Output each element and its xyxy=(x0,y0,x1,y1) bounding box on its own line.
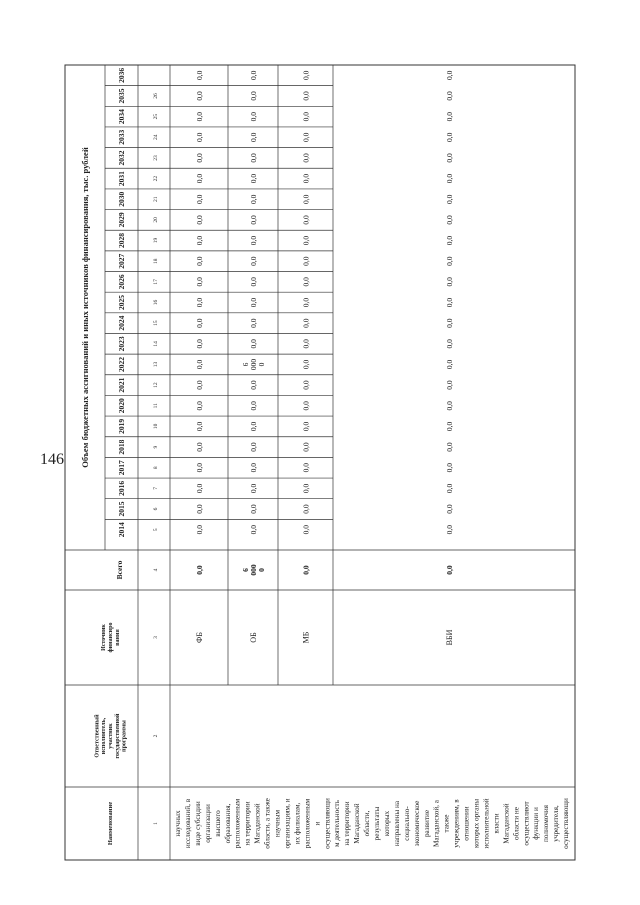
column-number: 1 xyxy=(153,822,159,825)
year-header: 2020 xyxy=(117,398,126,414)
source-label: ВБИ xyxy=(445,629,454,646)
name-text-line: учредителя, xyxy=(552,805,561,842)
source-label: МБ xyxy=(301,631,311,644)
year-value: 0,0 xyxy=(301,442,311,452)
column-number: 26 xyxy=(153,93,159,99)
year-header: 2024 xyxy=(117,315,126,331)
year-value: 0,0 xyxy=(249,483,258,494)
year-header: 2031 xyxy=(117,171,126,187)
year-value: 0,0 xyxy=(445,173,454,184)
year-value: 0,0 xyxy=(445,359,454,370)
name-text-line: отношении xyxy=(462,806,471,841)
name-text-line: Магаданской xyxy=(502,803,511,844)
year-value: 0,0 xyxy=(195,215,204,225)
year-value: 0,0 xyxy=(301,194,311,204)
name-text-line: расположенным xyxy=(233,798,242,849)
year-value: 0,0 xyxy=(301,153,311,163)
source-label: ФБ xyxy=(195,632,204,643)
year-value: 0,0 xyxy=(249,339,258,349)
year-value: 0,0 xyxy=(195,421,204,432)
name-text-line: которых органы xyxy=(472,798,481,849)
year-value: 0,0 xyxy=(249,277,258,287)
year-value: 0,0 xyxy=(445,153,454,163)
year-value: 0,0 xyxy=(195,70,204,81)
column-number: 25 xyxy=(153,113,159,120)
name-text-line: области, xyxy=(363,810,372,837)
year-value: 0,0 xyxy=(301,421,311,432)
name-text-line: осуществляющи xyxy=(562,798,571,849)
year-header: 2018 xyxy=(117,439,126,455)
year-header: 2023 xyxy=(117,336,126,352)
year-value: 0,0 xyxy=(195,318,204,328)
name-text-line: Магаданской xyxy=(253,803,262,844)
year-value: 0,0 xyxy=(195,132,204,142)
year-value: 0,0 xyxy=(249,153,258,163)
page-number: 146 xyxy=(40,451,64,468)
year-value: 0,0 xyxy=(195,442,204,452)
year-header: 2014 xyxy=(117,522,126,538)
year-value: 0,0 xyxy=(445,524,454,535)
name-text-line: м деятельность xyxy=(333,800,342,847)
year-header: 2019 xyxy=(117,418,126,434)
column-number: 9 xyxy=(153,445,159,449)
year-value: 0,0 xyxy=(301,235,311,246)
year-value: 0,0 xyxy=(249,111,258,122)
year-header: 2036 xyxy=(117,67,126,83)
column-number: 15 xyxy=(153,320,159,326)
year-value: 0,0 xyxy=(445,277,454,287)
name-text-line: виде субсидии xyxy=(193,801,202,846)
year-header: 2032 xyxy=(117,150,126,166)
year-value: 0,0 xyxy=(445,380,454,390)
name-text-line: области не xyxy=(512,807,521,840)
total-value: 0 xyxy=(257,568,266,572)
rotated-table xyxy=(65,65,575,860)
name-text-line: организации xyxy=(203,804,212,843)
column-number: 7 xyxy=(153,486,159,490)
name-text-line: также xyxy=(442,814,451,833)
column-number: 13 xyxy=(153,361,159,368)
year-value: 0,0 xyxy=(301,173,311,184)
name-text-line: научных xyxy=(174,810,182,837)
column-number: 14 xyxy=(153,341,159,347)
year-value: 0,0 xyxy=(195,235,204,246)
name-text-line: полномочия xyxy=(542,805,551,842)
header-name: Наименование xyxy=(107,801,114,846)
year-value: 0,0 xyxy=(249,318,258,328)
column-number: 4 xyxy=(153,568,159,572)
name-text-line: осуществляющи xyxy=(323,798,332,849)
year-header: 2033 xyxy=(117,129,126,145)
year-value: 0,0 xyxy=(249,401,258,411)
year-value: 0,0 xyxy=(249,421,258,432)
name-text-line: осуществляют xyxy=(522,801,531,846)
column-number: 18 xyxy=(153,258,159,264)
column-number: 23 xyxy=(153,155,159,161)
total-value: 6 xyxy=(241,568,250,572)
year-value: 0,0 xyxy=(445,339,454,349)
year-value: 0,0 xyxy=(195,339,204,349)
year-value: 0,0 xyxy=(445,111,454,122)
year-value: 0,0 xyxy=(195,524,204,535)
name-text-line: их филиалам, xyxy=(293,802,302,845)
header-total: Всего xyxy=(115,560,124,580)
header-source: финансиро xyxy=(108,622,114,653)
year-value: 0,0 xyxy=(301,524,311,535)
year-value: 0,0 xyxy=(301,70,311,81)
header-executor: программы xyxy=(121,720,128,752)
year-value: 0,0 xyxy=(195,111,204,122)
year-value: 0,0 xyxy=(195,194,204,204)
name-text-line: Магаданской xyxy=(353,803,362,844)
year-value: 0,0 xyxy=(445,483,454,494)
total-value: 0,0 xyxy=(445,565,454,575)
name-text-line: направлены на xyxy=(392,800,401,847)
year-value: 0,0 xyxy=(301,463,311,473)
year-value: 0,0 xyxy=(301,111,311,122)
year-value: 0,0 xyxy=(195,504,204,514)
year-value: 0,0 xyxy=(301,339,311,349)
year-header: 2030 xyxy=(117,191,126,207)
year-value: 0,0 xyxy=(195,153,204,163)
year-value: 0,0 xyxy=(301,256,311,266)
table-frame xyxy=(65,65,575,860)
name-text-line: результаты xyxy=(373,806,381,841)
column-number: 12 xyxy=(153,382,159,388)
column-number: 19 xyxy=(153,237,159,244)
year-header: 2022 xyxy=(117,356,126,372)
header-executor: государственной xyxy=(114,713,121,759)
column-number: 3 xyxy=(153,636,159,639)
column-number: 2 xyxy=(153,734,159,738)
source-label: ОБ xyxy=(249,632,258,643)
year-value: 0,0 xyxy=(249,70,258,81)
year-value: 0,0 xyxy=(195,173,204,184)
year-value: 0,0 xyxy=(249,91,258,101)
name-text-line: исследований, в xyxy=(183,798,192,849)
header-executor: Ответственный xyxy=(94,714,101,758)
year-value: 0,0 xyxy=(249,132,258,142)
year-value: 0 xyxy=(257,362,266,367)
name-text-line: которых xyxy=(382,810,391,837)
header-executor: участник xyxy=(108,723,114,749)
name-text-line: социально- xyxy=(402,806,411,841)
year-value: 0,0 xyxy=(445,194,454,204)
column-number: 24 xyxy=(153,134,159,141)
year-value: 0,0 xyxy=(195,359,204,370)
year-value: 0,0 xyxy=(301,483,311,494)
year-value: 0,0 xyxy=(195,401,204,411)
year-header: 2016 xyxy=(117,480,126,496)
column-number: 17 xyxy=(153,279,159,285)
column-number: 6 xyxy=(153,507,159,511)
year-value: 0,0 xyxy=(195,91,204,101)
year-value: 0,0 xyxy=(301,277,311,287)
year-value: 0,0 xyxy=(249,215,258,225)
column-number: 21 xyxy=(153,196,159,202)
name-text-line: власти xyxy=(492,813,501,834)
year-value: 0,0 xyxy=(445,421,454,432)
year-value: 0,0 xyxy=(249,442,258,452)
year-value: 0,0 xyxy=(195,277,204,287)
name-text-line: научным xyxy=(273,809,282,838)
header-source: Источник xyxy=(101,624,108,651)
year-value: 0,0 xyxy=(445,463,454,473)
year-value: 0,0 xyxy=(301,318,311,328)
year-value: 0,0 xyxy=(301,380,311,390)
year-value: 0,0 xyxy=(249,524,258,535)
name-text-line: Магаданской, а xyxy=(432,800,441,847)
year-header: 2034 xyxy=(117,109,126,125)
year-header: 2017 xyxy=(117,460,126,476)
name-text-line: экономическое xyxy=(412,800,421,847)
year-value: 0,0 xyxy=(445,504,454,514)
year-value: 0,0 xyxy=(249,173,258,184)
year-value: 0,0 xyxy=(249,256,258,266)
year-value: 0,0 xyxy=(195,297,204,308)
year-value: 0,0 xyxy=(301,401,311,411)
year-value: 0,0 xyxy=(301,215,311,225)
name-text-line: развитие xyxy=(422,809,431,838)
year-value: 0,0 xyxy=(445,318,454,328)
year-header: 2029 xyxy=(117,212,126,228)
year-header: 2025 xyxy=(117,295,126,310)
year-value: 0,0 xyxy=(445,442,454,452)
year-value: 0,0 xyxy=(195,483,204,494)
name-text-line: на территории xyxy=(343,801,352,846)
year-value: 0,0 xyxy=(301,504,311,514)
year-header: 2015 xyxy=(117,501,126,517)
column-number: 10 xyxy=(153,423,159,430)
year-header: 2028 xyxy=(117,233,126,249)
year-header: 2035 xyxy=(117,88,126,104)
name-text-line: области, а также xyxy=(263,798,272,849)
column-number: 16 xyxy=(153,299,159,306)
year-value: 0,0 xyxy=(249,380,258,390)
year-value: 0,0 xyxy=(195,463,204,473)
year-header: 2021 xyxy=(117,377,126,393)
column-number: 22 xyxy=(153,175,159,182)
name-text-line: организациям, и xyxy=(283,798,292,849)
year-value: 0,0 xyxy=(301,297,311,308)
year-value: 0,0 xyxy=(445,132,454,142)
year-value: 0,0 xyxy=(445,70,454,81)
total-value: 0,0 xyxy=(301,565,311,575)
name-text-line: высшего xyxy=(213,810,222,837)
header-executor: исполнитель, xyxy=(101,717,108,755)
year-value: 0,0 xyxy=(249,297,258,308)
name-text-line: расположенным xyxy=(303,798,312,849)
year-value: 0,0 xyxy=(445,256,454,266)
year-value: 0,0 xyxy=(301,132,311,142)
year-header: 2027 xyxy=(117,253,126,269)
year-value: 0,0 xyxy=(301,91,311,101)
year-value: 0,0 xyxy=(249,194,258,204)
name-text-line: на территории xyxy=(243,801,252,846)
year-value: 000 xyxy=(249,358,258,371)
header-source: вания xyxy=(114,629,121,646)
year-value: 0,0 xyxy=(249,463,258,473)
column-number: 20 xyxy=(153,217,159,223)
year-value: 0,0 xyxy=(445,401,454,411)
year-value: 0,0 xyxy=(445,91,454,101)
column-number: 5 xyxy=(153,528,159,532)
year-header: 2026 xyxy=(117,274,126,290)
year-value: 0,0 xyxy=(445,297,454,308)
year-value: 0,0 xyxy=(301,359,311,370)
year-value: 0,0 xyxy=(195,380,204,390)
year-value: 0,0 xyxy=(195,256,204,266)
year-value: 6 xyxy=(241,362,250,367)
total-value: 000 xyxy=(249,564,258,576)
name-text-line: функции и xyxy=(532,807,541,840)
column-number: 11 xyxy=(153,403,159,409)
name-text-line: исполнительной xyxy=(482,798,491,849)
year-value: 0,0 xyxy=(445,235,454,246)
header-volume: Объем бюджетных ассигнований и иных источников финансирования, тыс. рублей xyxy=(80,147,90,468)
name-text-line: и xyxy=(313,821,322,826)
name-text-line: учреждениям, в xyxy=(452,799,461,848)
year-value: 0,0 xyxy=(249,235,258,246)
total-value: 0,0 xyxy=(195,565,204,575)
column-number: 8 xyxy=(153,466,159,470)
year-value: 0,0 xyxy=(445,215,454,225)
name-text-line: образования, xyxy=(223,803,232,844)
year-value: 0,0 xyxy=(249,504,258,514)
